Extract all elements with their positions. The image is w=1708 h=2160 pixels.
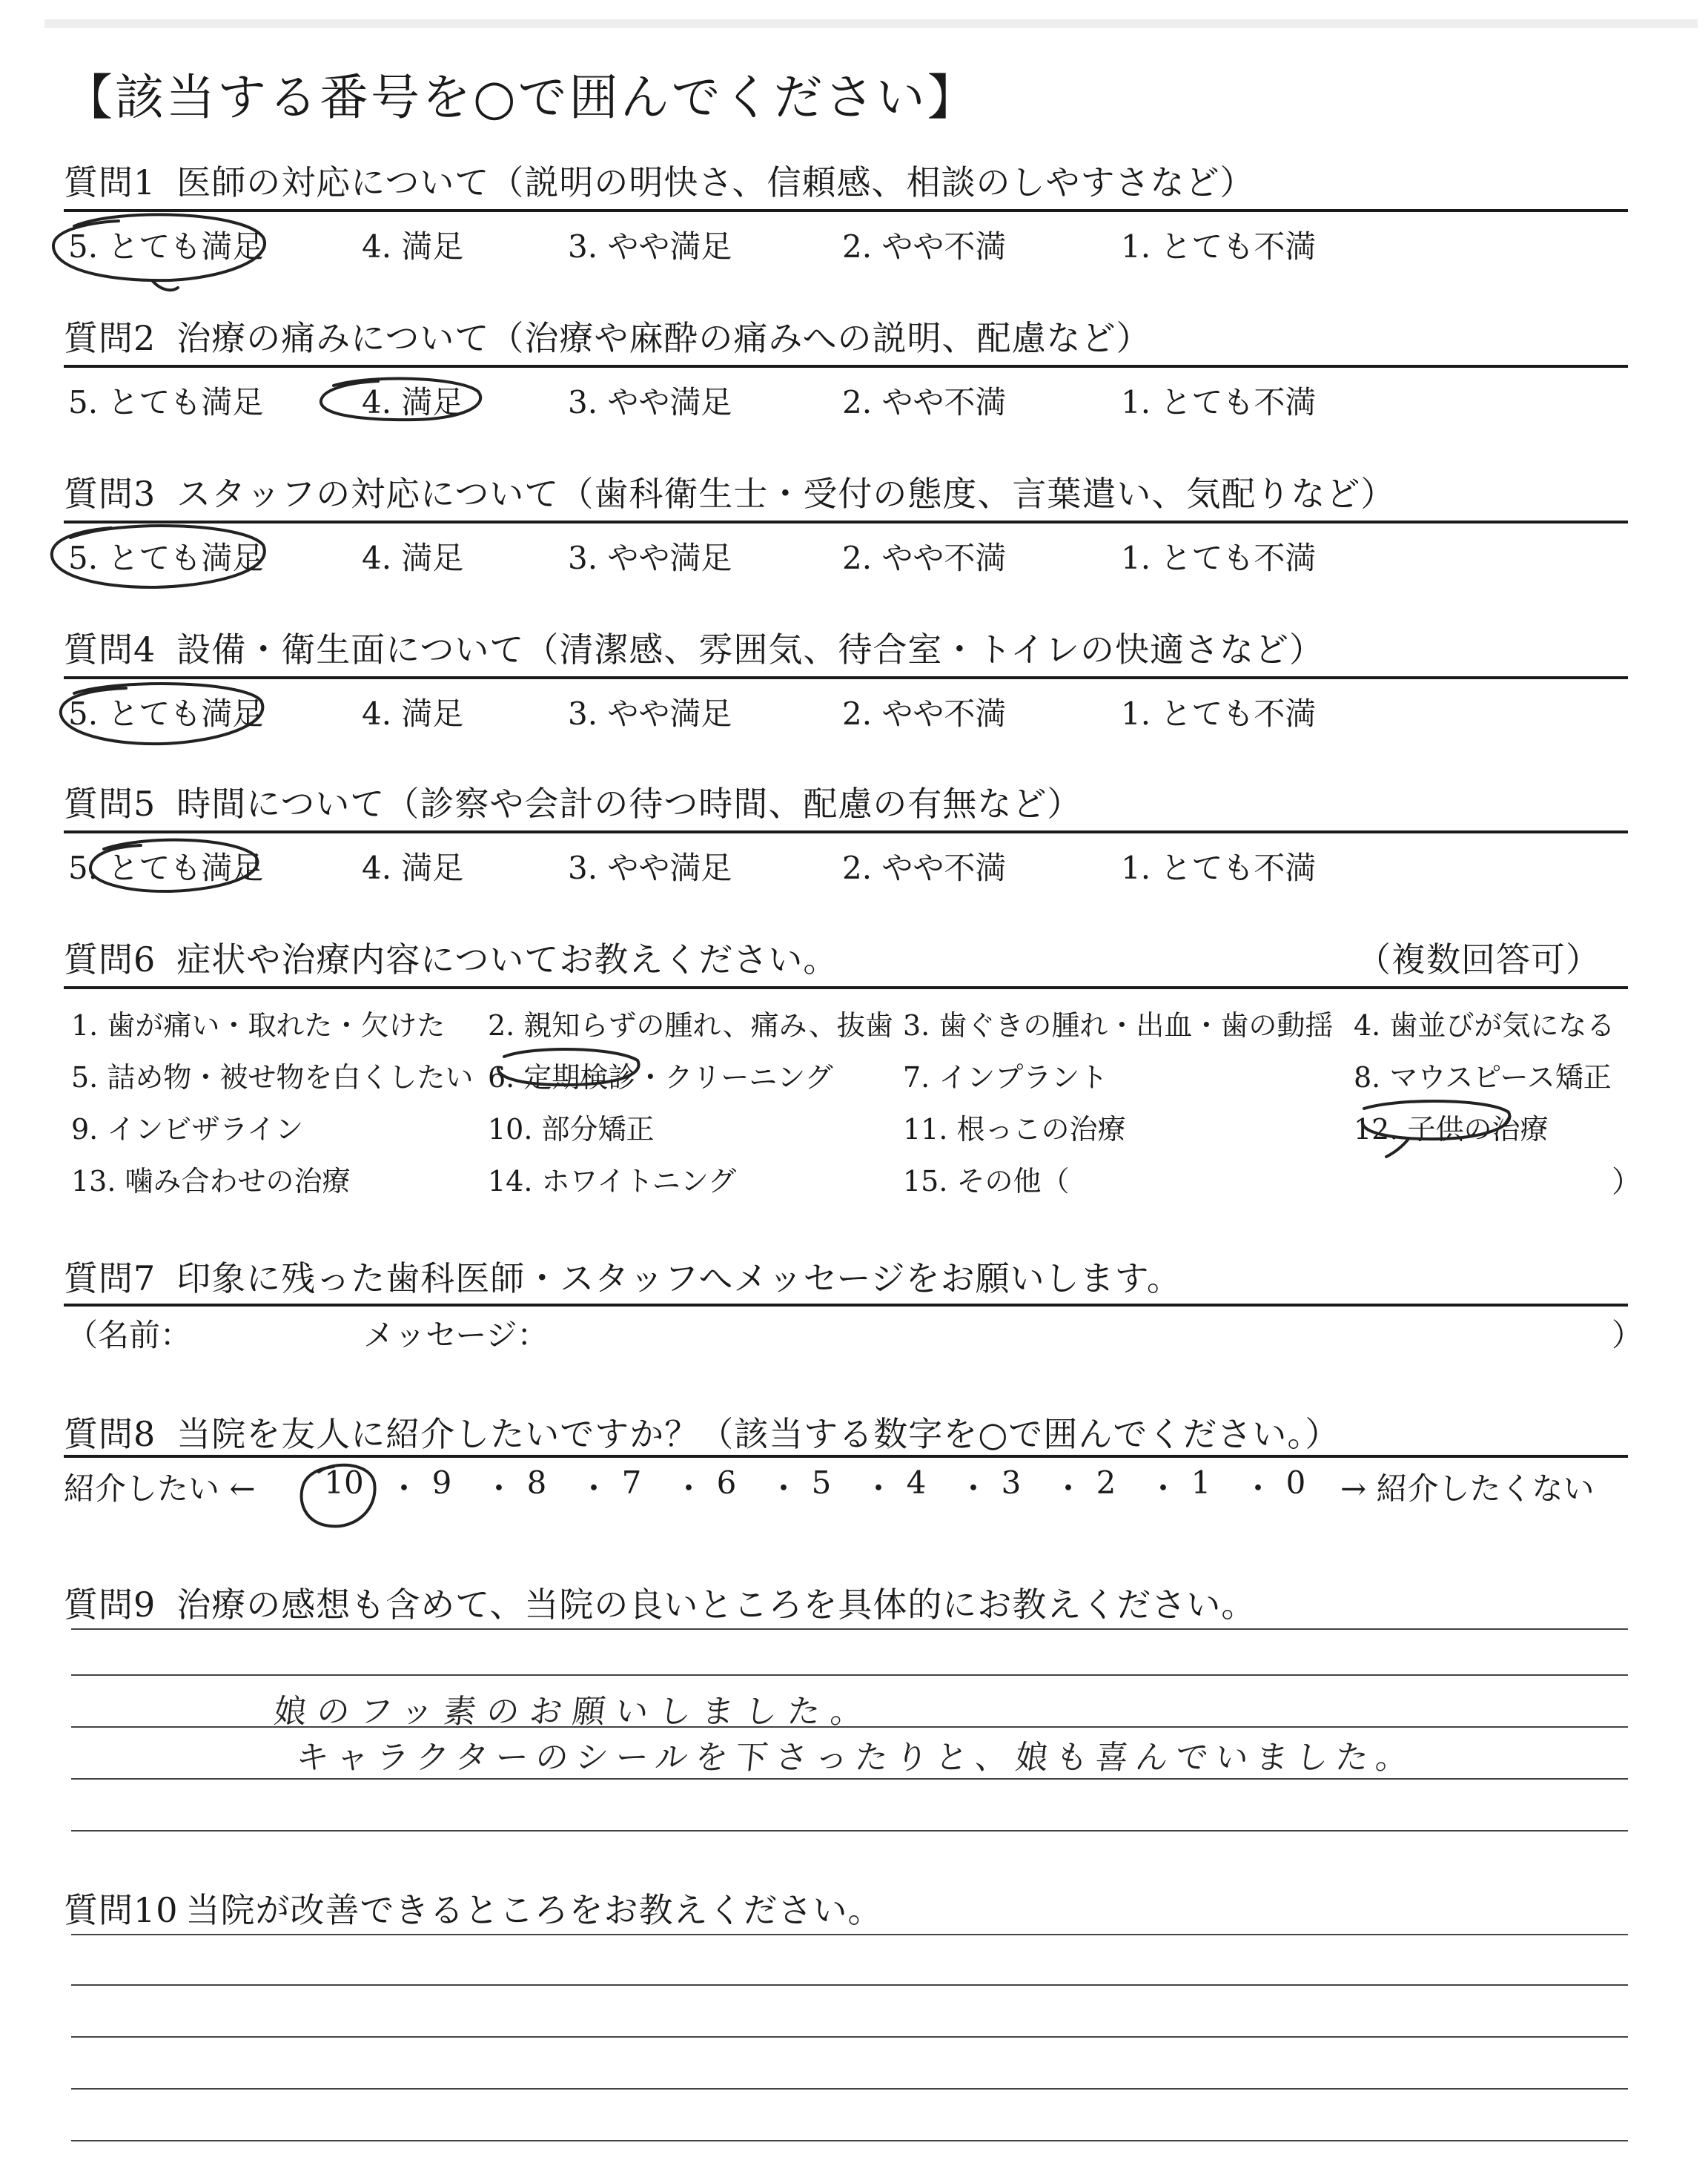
rule (64, 986, 1628, 989)
scale-separator: ・ (578, 1470, 610, 1507)
question-text: 設備・衛生面について（清潔感、雰囲気、待合室・トイレの快適さなど） (176, 630, 1325, 670)
option-1[interactable]: 1. とても不満 (1121, 384, 1317, 420)
scan-top-edge (44, 19, 1698, 28)
symptom-option[interactable]: 9. インビザライン (71, 1113, 304, 1146)
rule (64, 521, 1628, 524)
question-title (64, 156, 1255, 205)
page-header: 【該当する番号を○で囲んでください】 (64, 69, 979, 126)
question-title (64, 623, 1324, 672)
scale-value[interactable]: 1 (1191, 1464, 1211, 1501)
scale-value[interactable]: 4 (906, 1464, 927, 1501)
scale-value[interactable]: 6 (716, 1464, 737, 1501)
option-2[interactable]: 2. やや不満 (842, 850, 1007, 886)
option-2[interactable]: 2. やや不満 (842, 384, 1007, 420)
symptom-option[interactable]: 8. マウスピース矯正 (1354, 1061, 1612, 1094)
scale-separator: ・ (863, 1470, 895, 1507)
question-title (64, 1578, 1256, 1627)
scale-value[interactable]: 5 (811, 1464, 832, 1501)
answer-line (71, 1830, 1628, 1832)
option-4[interactable]: 4. 満足 (362, 540, 464, 576)
question-title (64, 311, 1151, 360)
scale-separator: ・ (1148, 1470, 1179, 1507)
scale-value[interactable]: 3 (1001, 1464, 1022, 1501)
question-number: 質問5 (64, 784, 156, 824)
symptom-option-other[interactable]: 15. その他（ (903, 1165, 1070, 1198)
question-text: スタッフの対応について（歯科衛生士・受付の態度、言葉遣い、気配りなど） (176, 474, 1396, 514)
symptom-option[interactable]: 2. 親知らずの腫れ、痛み、抜歯 (488, 1009, 893, 1042)
close-paren: ） (1612, 1165, 1641, 1199)
rating-options (64, 378, 1324, 423)
scale-value[interactable]: 7 (621, 1464, 642, 1501)
scale-separator: ・ (1242, 1470, 1274, 1507)
question-number: 質問4 (64, 630, 156, 670)
question-text: 症状や治療内容についてお教えください。 (176, 939, 838, 980)
symptom-option[interactable]: 11. 根っこの治療 (903, 1113, 1126, 1146)
rating-options (64, 534, 1324, 578)
answer-line (71, 2140, 1628, 2141)
rating-options (64, 844, 1324, 888)
option-5[interactable]: 5. とても満足 (68, 696, 264, 732)
option-4[interactable]: 4. 満足 (362, 696, 464, 732)
question-title (64, 1407, 1340, 1456)
option-1[interactable]: 1. とても不満 (1121, 850, 1317, 886)
option-4[interactable]: 4. 満足 (362, 384, 464, 420)
question-text: 医師の対応について（説明の明快さ、信頼感、相談のしやすさなど） (176, 162, 1255, 202)
answer-line (71, 2036, 1628, 2038)
question-number: 質問9 (64, 1585, 156, 1625)
option-3[interactable]: 3. やや満足 (568, 540, 732, 576)
scale-value[interactable]: 9 (431, 1464, 452, 1501)
option-4[interactable]: 4. 満足 (362, 850, 464, 886)
rule (64, 365, 1628, 368)
option-5[interactable]: 5. とても満足 (68, 850, 264, 886)
handwritten-answer-line: 娘のフッ素のお願いしました。 (271, 1693, 876, 1731)
question-title (64, 777, 1082, 826)
question-number: 質問1 (64, 162, 156, 202)
scale-separator: ・ (483, 1470, 515, 1507)
scale-value[interactable]: 10 (324, 1464, 364, 1501)
option-3[interactable]: 3. やや満足 (568, 696, 732, 732)
question-title (64, 1252, 1182, 1301)
rule (64, 209, 1628, 212)
question-text: 当院を友人に紹介したいですか？（該当する数字を○で囲んでください。） (176, 1414, 1340, 1454)
question-text: 時間について（診察や会計の待つ時間、配慮の有無など） (176, 784, 1082, 824)
option-5[interactable]: 5. とても満足 (68, 384, 264, 420)
question-number: 質問3 (64, 474, 156, 514)
question-text: 治療の痛みについて（治療や麻酔の痛みへの説明、配慮など） (176, 318, 1151, 358)
question-number: 質問8 (64, 1414, 156, 1454)
answer-line (71, 1628, 1628, 1630)
option-1[interactable]: 1. とても不満 (1121, 540, 1317, 576)
scale-separator: ・ (388, 1470, 420, 1507)
rule (64, 676, 1628, 679)
option-2[interactable]: 2. やや不満 (842, 540, 1007, 576)
option-3[interactable]: 3. やや満足 (568, 228, 732, 265)
question-title (64, 933, 838, 982)
option-2[interactable]: 2. やや不満 (842, 696, 1007, 732)
scale-separator: ・ (1053, 1470, 1085, 1507)
rule (64, 1304, 1628, 1307)
recommend-label: 紹介したい ← (64, 1470, 256, 1507)
option-1[interactable]: 1. とても不満 (1121, 696, 1317, 732)
option-2[interactable]: 2. やや不満 (842, 228, 1007, 265)
symptom-option[interactable]: 1. 歯が痛い・取れた・欠けた (71, 1009, 446, 1042)
question-text: 治療の感想も含めて、当院の良いところを具体的にお教えください。 (176, 1585, 1257, 1625)
symptom-option[interactable]: 10. 部分矯正 (488, 1113, 655, 1146)
symptom-option[interactable]: 5. 詰め物・被せ物を白くしたい (71, 1061, 474, 1094)
scale-separator: ・ (768, 1470, 800, 1507)
rule (64, 1455, 1628, 1458)
symptom-option[interactable]: 6. 定期検診・クリーニング (488, 1061, 833, 1094)
scale-value[interactable]: 8 (526, 1464, 547, 1501)
symptom-option[interactable]: 14. ホワイトニング (488, 1165, 737, 1198)
message-label: メッセージ： (363, 1317, 549, 1353)
scale-separator: ・ (958, 1470, 990, 1507)
question-number: 質問2 (64, 318, 156, 358)
question-title (64, 1883, 883, 1932)
symptom-option[interactable]: 12. 子供の治療 (1354, 1113, 1549, 1146)
symptom-option[interactable]: 4. 歯並びが気になる (1354, 1009, 1615, 1042)
symptom-option[interactable]: 13. 噛み合わせの治療 (71, 1165, 351, 1198)
option-5[interactable]: 5. とても満足 (68, 228, 264, 265)
option-3[interactable]: 3. やや満足 (568, 384, 732, 420)
rating-options (64, 690, 1324, 734)
rule (64, 830, 1628, 833)
question-text: 印象に残った歯科医師・スタッフへメッセージをお願いします。 (176, 1258, 1182, 1298)
question-title (64, 467, 1395, 516)
question-number: 質問10 (64, 1890, 179, 1930)
answer-line (71, 2088, 1628, 2090)
answer-line (71, 1674, 1628, 1676)
not-recommend-label: → 紹介したくない (1340, 1470, 1595, 1507)
option-5[interactable]: 5. とても満足 (68, 540, 264, 576)
question-number: 質問6 (64, 939, 156, 980)
option-4[interactable]: 4. 満足 (362, 228, 464, 265)
symptom-option[interactable]: 7. インプラント (903, 1061, 1108, 1094)
answer-line (71, 1778, 1628, 1780)
scale-value[interactable]: 2 (1096, 1464, 1116, 1501)
rating-options (64, 222, 1324, 267)
handwritten-answer-line: キャラクターのシールを下さったりと、娘も喜んでいました。 (294, 1739, 1418, 1777)
name-label: （名前： (67, 1317, 192, 1353)
option-1[interactable]: 1. とても不満 (1121, 228, 1317, 265)
option-3[interactable]: 3. やや満足 (568, 850, 732, 886)
symptom-options (71, 994, 1641, 1216)
scale-value[interactable]: 0 (1285, 1464, 1306, 1501)
question-number: 質問7 (64, 1258, 156, 1298)
question-text: 当院が改善できるところをお教えください。 (185, 1890, 883, 1930)
answer-line (71, 1984, 1628, 1986)
answer-line (71, 1934, 1628, 1935)
multiple-answers-note: （複数回答可） (1357, 939, 1601, 980)
scale-separator: ・ (673, 1470, 705, 1507)
close-paren: ） (1612, 1317, 1644, 1353)
symptom-option[interactable]: 3. 歯ぐきの腫れ・出血・歯の動揺 (903, 1009, 1334, 1042)
